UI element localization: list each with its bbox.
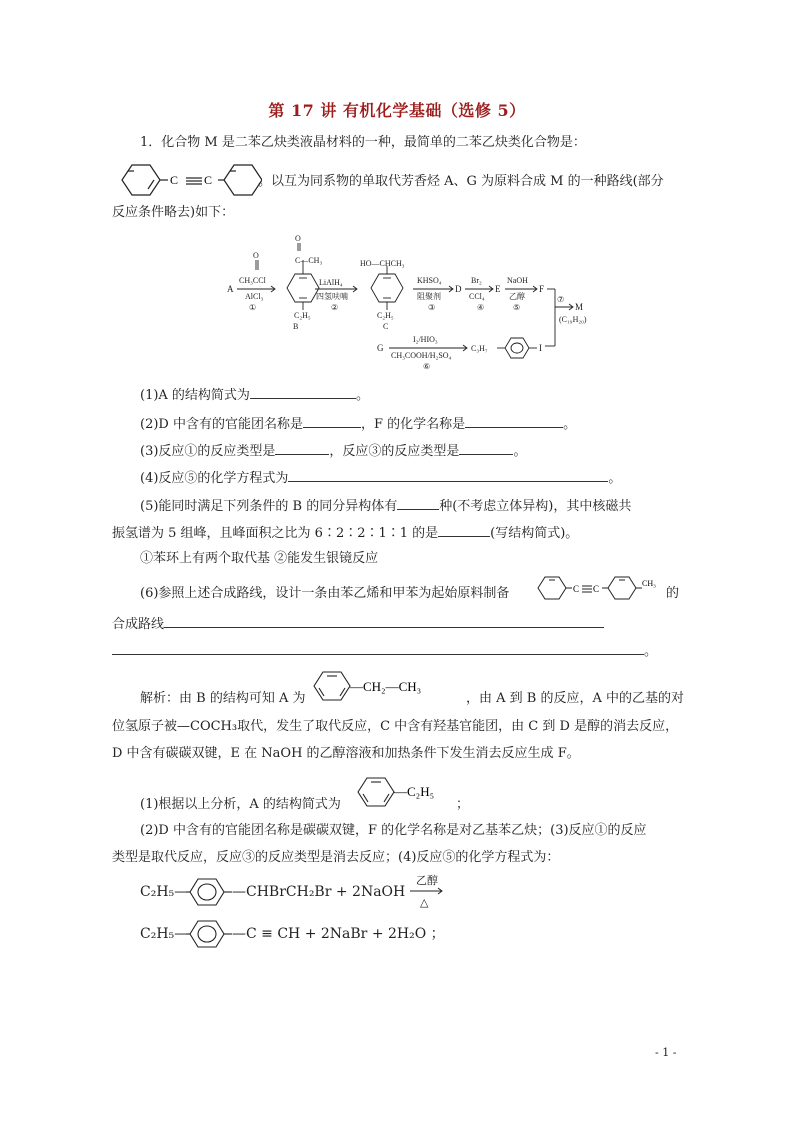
scheme-r7-num: ⑦ [557, 295, 565, 304]
analysis-label: 解析 [140, 691, 167, 706]
question-6-text-a: (6)参照上述合成路线，设计一条由苯乙烯和甲苯为起始原料制备 [140, 586, 510, 601]
scheme-E: E [495, 284, 501, 294]
equation-1-benzene [186, 876, 232, 908]
scheme-G: G [377, 343, 384, 353]
page-number: - 1 - [655, 1046, 677, 1059]
question-5-text-d: (写结构简式)。 [490, 526, 579, 541]
scheme-B-o: O [295, 234, 301, 243]
scheme-B-top: C—CH₃ [295, 256, 323, 265]
question-1-end: 。 [355, 388, 369, 403]
scheme-D: D [455, 284, 462, 294]
question-3 [140, 440, 526, 462]
equation-1-condition-top: 乙醇 [416, 874, 438, 887]
svg-text:C: C [170, 173, 179, 187]
svg-text:C: C [593, 584, 600, 594]
scheme-r4-top: Br₂ [471, 276, 482, 285]
question-4 [140, 467, 621, 489]
scheme-r1-o: O [253, 251, 259, 260]
scheme-r3-top: KHSO₄ [417, 276, 442, 285]
diphenylacetylene-structure [112, 160, 262, 200]
analysis-p1-a: ：由 B 的结构可知 A 为 [166, 691, 306, 706]
scheme-r3-num: ③ [428, 303, 436, 312]
analysis-line4 [140, 795, 341, 815]
answer-blank[interactable] [288, 467, 608, 482]
question-6-text-b: 的 [666, 586, 680, 601]
scheme-r2-bottom: 四氢呋喃 [316, 292, 348, 301]
analysis-line1 [140, 689, 306, 709]
question-2 [140, 413, 576, 435]
page-title: 第 17 讲 有机化学基础（选修 5） [268, 101, 526, 120]
question-4-end: 。 [608, 471, 622, 486]
question-3-text-a: (3)反应①的反应类型是 [140, 444, 276, 459]
equation-1-condition-bottom: △ [420, 896, 429, 909]
scheme-r2-num: ② [331, 303, 339, 312]
question-5-text-a: (5)能同时满足下列条件的 B 的同分异构体有 [140, 499, 398, 514]
equation-1-left: C₂H₅— [140, 884, 189, 900]
answer-a-structure [356, 774, 456, 810]
question-1-text: (1)A 的结构简式为 [140, 388, 250, 403]
question-2-text-b: ，F 的化学名称是 [360, 417, 466, 432]
answer-blank[interactable] [164, 613, 604, 628]
analysis-line5: (2)D 中含有的官能团名称是碳碳双键，F 的化学名称是对乙基苯乙炔；(3)反应①的反应 [140, 823, 647, 838]
question-6-line2 [112, 613, 604, 635]
scheme-r6-bottom: CH₃COOH/H₂SO₄ [391, 351, 452, 360]
question-intro-line2: 。以互为同系物的单取代芳香烃 A、G 为原料合成 M 的一种路线(部分 [258, 174, 664, 189]
scheme-C-top: HO—CHCH₃ [360, 259, 405, 268]
scheme-r4-bottom: CCl₄ [469, 292, 485, 301]
question-1 [140, 384, 369, 406]
question-5-line1 [140, 495, 631, 517]
question-6-end: 。 [644, 644, 658, 659]
scheme-r1-num: ① [249, 303, 257, 312]
scheme-r5-bottom: 乙醇 [509, 292, 525, 301]
question-6-text-c: 合成路线 [112, 617, 165, 632]
scheme-B-bottom: C₂H₅ [294, 311, 311, 320]
question-5-conditions: ①苯环上有两个取代基 ②能发生银镜反应 [140, 551, 379, 566]
analysis-p4-b: ； [456, 797, 470, 812]
answer-blank[interactable] [397, 495, 439, 510]
scheme-C-bottom: C₂H₅ [377, 311, 394, 320]
analysis-p4-a: (1)根据以上分析，A 的结构简式为 [140, 797, 341, 812]
question-5-line2 [112, 522, 578, 544]
equation-2-benzene [186, 918, 232, 950]
scheme-product-left: C₃H₇ [471, 344, 488, 353]
scheme-r3-bottom: 阻聚剂 [417, 292, 441, 301]
scheme-C: C [383, 322, 389, 331]
answer-blank[interactable] [465, 413, 563, 428]
answer-blank[interactable] [275, 440, 329, 455]
equation-2-left: C₂H₅— [140, 926, 189, 942]
analysis-p1-b: ，由 A 到 B 的反应，A 中的乙基的对 [466, 691, 684, 706]
answer-blank[interactable] [438, 522, 490, 537]
question-intro-line1: 1．化合物 M 是二苯乙炔类液晶材料的一种，最简单的二苯乙炔类化合物是： [140, 135, 586, 150]
scheme-M-formula: (C₁₉H₂₀) [559, 315, 587, 324]
answer-blank[interactable] [250, 384, 356, 399]
question-6-line3 [112, 640, 657, 662]
ethylbenzene-substituent: —CH₂—CH₃ [350, 679, 422, 694]
scheme-r5-num: ⑤ [513, 303, 521, 312]
analysis-line3: D 中含有碳碳双键，E 在 NaOH 的乙醇溶液和加热条件下发生消去反应生成 F。 [112, 746, 580, 761]
answer-blank[interactable] [459, 440, 513, 455]
scheme-M: M [575, 302, 584, 312]
target-molecule-structure [536, 572, 666, 604]
scheme-r6-num: ⑥ [423, 362, 431, 371]
question-2-text-a: (2)D 中含有的官能团名称是 [140, 417, 303, 432]
scheme-A: A [227, 284, 234, 294]
equation-1-right: —CHBrCH₂Br + 2NaOH [232, 884, 406, 900]
synthesis-scheme [215, 230, 595, 380]
scheme-r1-bottom: AlCl₃ [245, 292, 264, 301]
target-ch3: CH₃ [642, 579, 656, 588]
ethylbenzene-structure [312, 668, 462, 704]
scheme-B: B [293, 322, 299, 331]
question-4-text: (4)反应⑤的化学方程式为 [140, 471, 289, 486]
scheme-r5-top: NaOH [507, 276, 528, 285]
scheme-r1-top: CH₃CCl [239, 276, 266, 285]
equation-2-right: —C ≡ CH + 2NaBr + 2H₂O ； [232, 926, 445, 942]
question-3-text-b: ，反应③的反应类型是 [329, 444, 460, 459]
question-3-end: 。 [513, 444, 527, 459]
answer-blank[interactable] [303, 413, 361, 428]
analysis-line2: 位氢原子被—COCH₃取代，发生了取代反应，C 中含有羟基官能团，由 C 到 D 是醇的消去反应， [112, 719, 679, 734]
scheme-r2-top: LiAlH₄ [319, 278, 343, 287]
scheme-r6-top: I₂/HIO₃ [413, 335, 438, 344]
scheme-product-right: I [539, 343, 542, 353]
scheme-r4-num: ④ [477, 303, 485, 312]
question-5-text-b: 种(不考虑立体异构)，其中核磁共 [439, 499, 632, 514]
scheme-F: F [539, 284, 545, 294]
svg-text:C: C [573, 584, 580, 594]
question-5-text-c: 振氢谱为 5 组峰，且峰面积之比为 6∶2∶2∶1∶1 的是 [112, 526, 439, 541]
question-6-line1 [140, 584, 509, 604]
question-2-end: 。 [563, 417, 577, 432]
answer-a-substituent: —C₂H₅ [394, 784, 435, 799]
analysis-line6: 类型是取代反应，反应③的反应类型是消去反应；(4)反应⑤的化学方程式为： [112, 850, 560, 865]
svg-text:C: C [204, 173, 213, 187]
question-intro-line3: 反应条件略去)如下： [112, 205, 235, 220]
answer-blank[interactable] [112, 640, 644, 655]
